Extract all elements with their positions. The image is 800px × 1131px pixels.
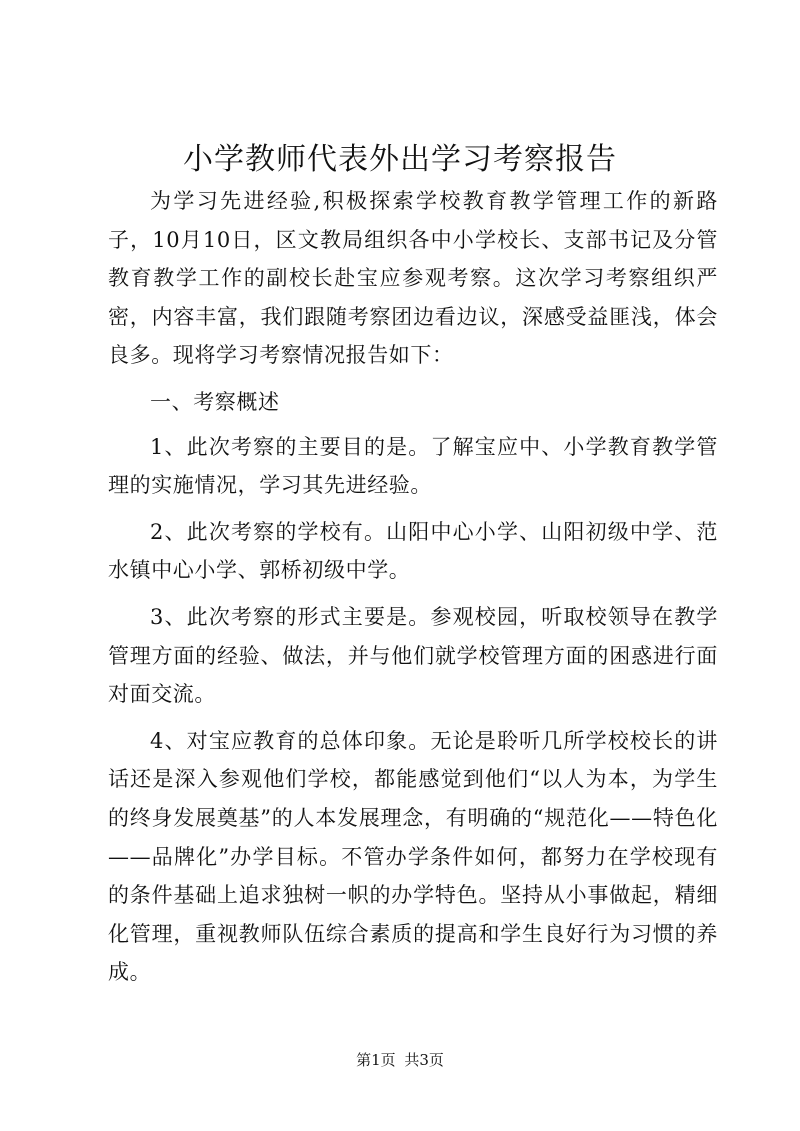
section-heading: 一、考察概述 (150, 389, 280, 414)
list-item-impression: 4、对宝应教育的总体印象。无论是聆听几所学校校长的讲话还是深入参观他们学校，都能感觉到他们“以人为本，为学生的终身发展奠基”的人本发展理念，有明确的“规范化——特色化——品牌化”办学目标。不管办学条件如何，都努力在学校现有的条件基础上追求独树一帜的办学特色。坚持从小事做起，精细化管理，重视教师队伍综合素质的提高和学生良好行为习惯的养成。 (108, 728, 718, 985)
page-number: 第1页 (356, 1051, 396, 1069)
list-item-schools: 2、此次考察的学校有。山阳中心小学、山阳初级中学、范水镇中心小学、郭桥初级中学。 (108, 519, 718, 583)
document-body (108, 182, 718, 1000)
list-item-format: 3、此次考察的形式主要是。参观校园，听取校领导在教学管理方面的经验、做法，并与他们就学校管理方面的困惑进行面对面交流。 (108, 604, 718, 707)
list-item-purpose: 1、此次考察的主要目的是。了解宝应中、小学教育教学管理的实施情况，学习其先进经验。 (108, 434, 718, 498)
page-total: 共3页 (404, 1051, 444, 1069)
page-footer (0, 1050, 800, 1070)
intro-paragraph: 为学习先进经验,积极探索学校教育教学管理工作的新路子，10月10日，区文教局组织各中小学校长、支部书记及分管教育教学工作的副校长赴宝应参观考察。这次学习考察组织严密，内容丰富，我们跟随考察团边看边议，深感受益匪浅，体会良多。现将学习考察情况报告如下： (108, 189, 718, 368)
document-title: 小学教师代表外出学习考察报告 (183, 142, 617, 177)
